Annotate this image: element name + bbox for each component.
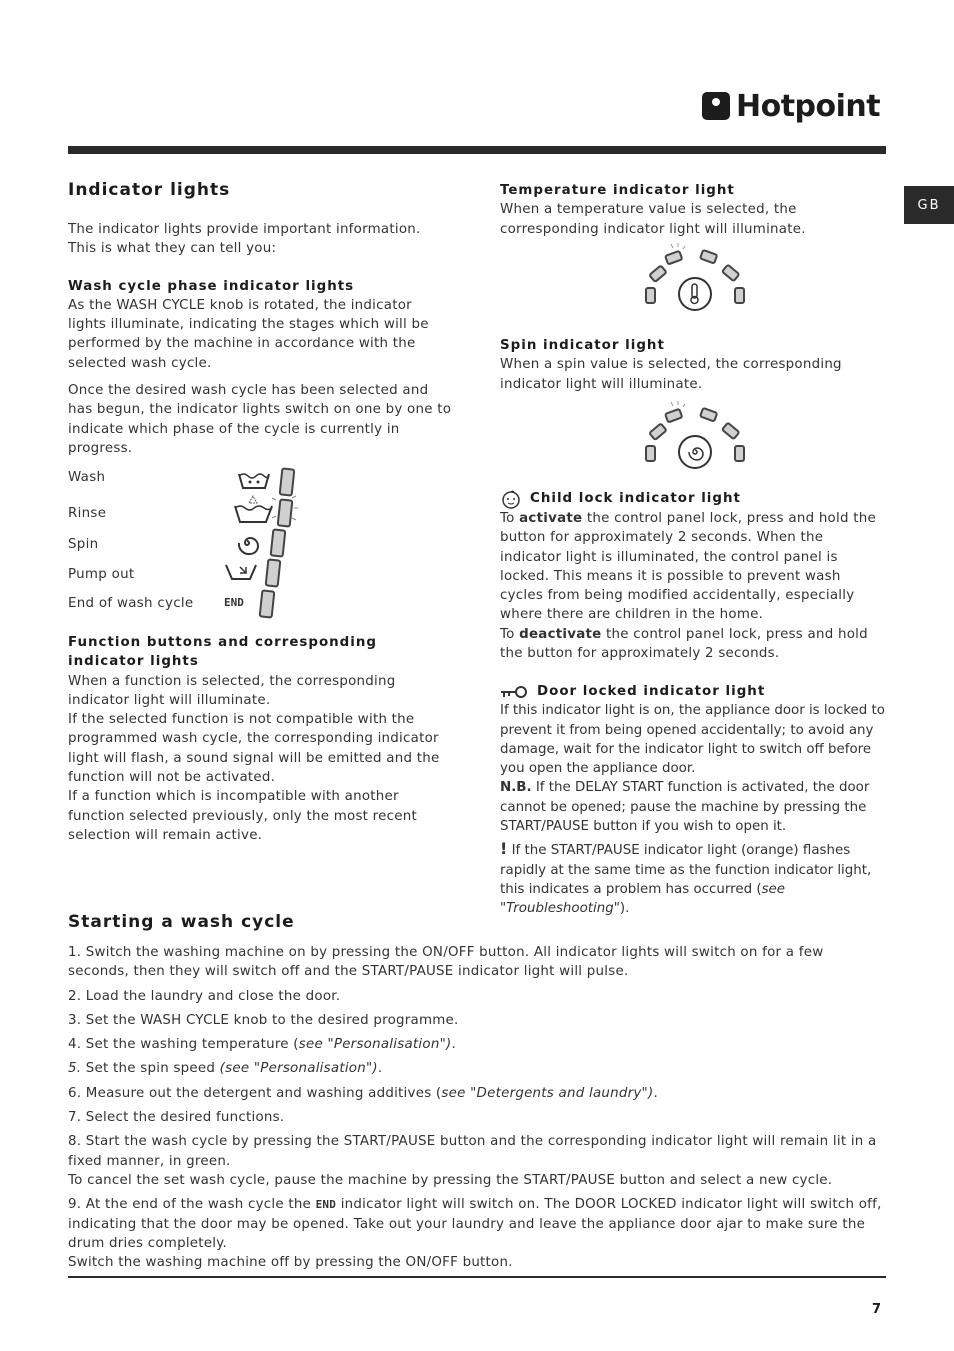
temperature-dial-icon (640, 242, 750, 312)
pump-out-icon (224, 562, 260, 582)
function-section (68, 633, 453, 845)
phase-pump-out-label: Pump out (68, 567, 135, 582)
spin-section (500, 336, 886, 394)
wash-icon (236, 470, 276, 492)
brand-name: Hotpoint (736, 88, 881, 124)
spin-icon (234, 530, 260, 556)
temperature-text: When a temperature value is selected, the corresponding indicator light will illuminate. (500, 202, 806, 237)
brand-logo (702, 88, 880, 124)
step-8: 8. Start the wash cycle by pressing the START/PAUSE button and the corresponding indicator light will remain lit in a fixed manner, in green. (68, 1134, 877, 1169)
left-column (68, 180, 453, 458)
end-label: END (315, 1198, 337, 1212)
spin-indicator (270, 528, 287, 557)
temperature-heading: Temperature indicator light (500, 183, 735, 198)
spin-heading: Spin indicator light (500, 338, 665, 353)
step-3: 3. Set the WASH CYCLE knob to the desired programme. (68, 1012, 459, 1028)
wash-cycle-text-1: As the WASH CYCLE knob is rotated, the indicator lights illuminate, indicating the stages which will be performed by the machine in accordance with the selected wash cycle. (68, 297, 429, 371)
step-1: 1. Switch the washing machine on by pressing the ON/OFF button. All indicator lights will switch on for a few seconds, then they will switch off and the START/PAUSE indicator light will pulse. (68, 945, 824, 980)
child-lock-heading: Child lock indicator light (530, 491, 741, 507)
spin-text: When a spin value is selected, the corresponding indicator light will illuminate. (500, 357, 842, 392)
phase-wash-label: Wash (68, 470, 106, 485)
footer-divider (68, 1276, 886, 1278)
door-locked-text-2: N.B. If the DELAY START function is activated, the door cannot be opened; pause the machine by pressing the START/PAUSE button if you wish to open it. (500, 780, 870, 835)
wash-cycle-text-2: Once the desired wash cycle has been selected and has begun, the indicator lights switch on one by one to indicate which phase of the cycle is currently in progress. (68, 383, 452, 456)
header-divider (68, 146, 886, 154)
step-4: 4. Set the washing temperature (see "Personalisation"). (68, 1037, 456, 1053)
child-lock-text-1: To activate the control panel lock, press and hold the button for approximately 2 seconds. When the indicator light is illuminated, the control panel is locked. This means it is possible to prevent wash cycles from being modified accidentally, especially where there are children in the home. (500, 511, 876, 623)
intro-text: The indicator lights provide important information. This is what they can tell you: (68, 222, 421, 257)
function-text-1: When a function is selected, the corresponding indicator light will illuminate. (68, 673, 396, 708)
temperature-section (500, 181, 886, 239)
page-number: 7 (872, 1302, 882, 1317)
child-lock-text-2: To deactivate the control panel lock, press and hold the button for approximately 2 seconds. (500, 626, 868, 662)
phase-spin-label: Spin (68, 537, 99, 552)
step-6: 6. Measure out the detergent and washing additives (see "Detergents and laundry"). (68, 1085, 658, 1101)
end-indicator (259, 589, 276, 618)
phase-rinse-label: Rinse (68, 506, 107, 521)
phase-end-label: End of wash cycle (68, 596, 194, 611)
step-9-switch-off: Switch the washing machine off by pressing the ON/OFF button. (68, 1255, 513, 1271)
function-text-3: If a function which is incompatible with another function selected previously, only the most recent selection will remain active. (68, 789, 417, 843)
logo-icon (702, 92, 730, 120)
function-heading: Function buttons and corresponding indicator lights (68, 635, 377, 670)
warning-text: ! If the START/PAUSE indicator light (orange) flashes rapidly at the same time as the function indicator light, this indicates a problem has occurred (see "Troubleshooting"). (500, 839, 872, 917)
step-2: 2. Load the laundry and close the door. (68, 988, 341, 1004)
rinse-flash-icon (270, 492, 298, 526)
child-lock-section (500, 489, 886, 663)
step-5: 5. Set the spin speed (see "Personalisation"). (68, 1061, 383, 1077)
door-locked-text-1: If this indicator light is on, the appliance door is locked to prevent it from being opened accidentally; to avoid any damage, wait for the indicator light to switch off before you open the appliance door. (500, 703, 885, 777)
step-7: 7. Select the desired functions. (68, 1110, 285, 1126)
wash-cycle-heading: Wash cycle phase indicator lights (68, 278, 355, 294)
warning-icon: ! (500, 839, 508, 859)
function-text-2: If the selected function is not compatible with the programmed wash cycle, the corresponding indicator light will flash, a sound signal will be emitted and the function will not be activated. (68, 712, 440, 786)
step-8-cancel: To cancel the set wash cycle, pause the machine by pressing the START/PAUSE button and select a new cycle. (68, 1172, 833, 1188)
key-icon (500, 685, 528, 699)
pump-out-indicator (265, 558, 282, 587)
starting-title: Starting a wash cycle (68, 912, 295, 932)
spin-dial-icon (640, 400, 750, 470)
step-9: 9. At the end of the wash cycle the END indicator light will switch on. The DOOR LOCKED indicator light will switch off, indicating that the door may be opened. Take out your laundry and leave the appliance door ajar to make sure the drum dries completely. (68, 1197, 882, 1251)
end-icon: END (224, 596, 244, 609)
child-face-icon (500, 489, 522, 509)
language-tab: GB (904, 186, 954, 224)
steps-list (68, 943, 886, 1277)
indicator-title: Indicator lights (68, 180, 231, 200)
door-locked-section (500, 682, 886, 919)
door-locked-heading: Door locked indicator light (537, 684, 766, 699)
